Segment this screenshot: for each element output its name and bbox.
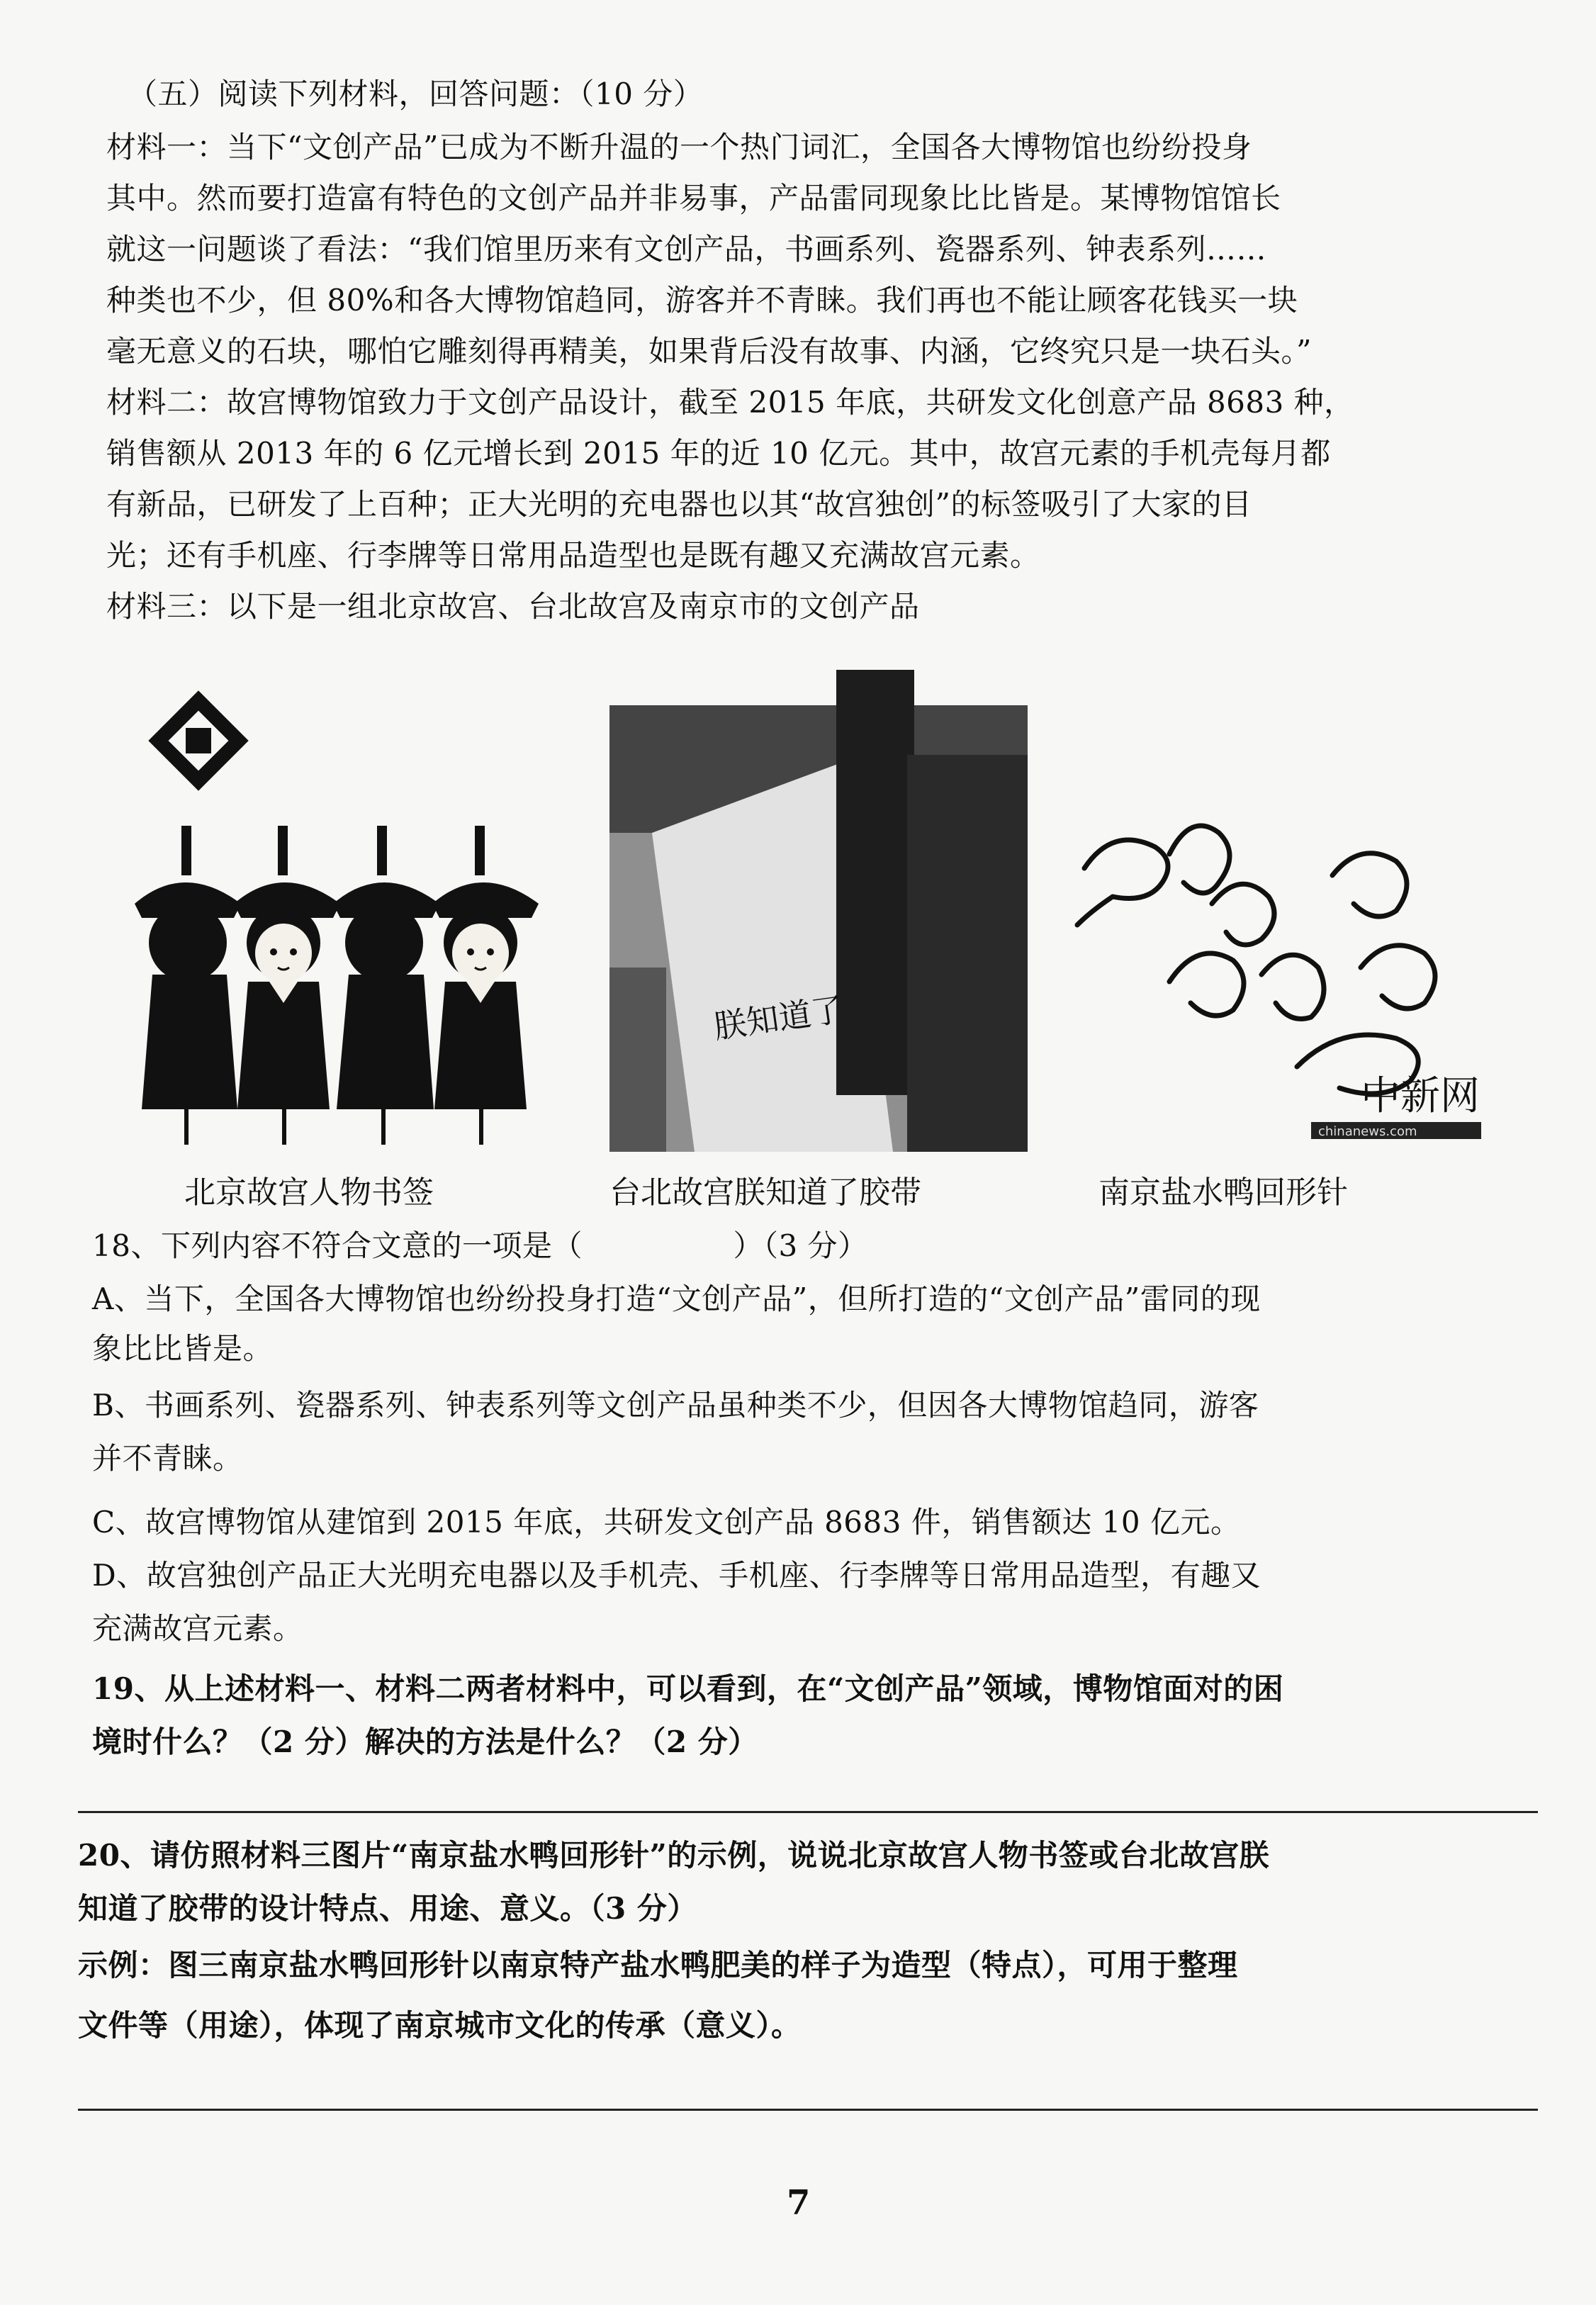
question-18-stem: 18、下列内容不符合文意的一项是（ ）（3 分） bbox=[92, 1228, 868, 1263]
q18-option-line: D、故宫独创产品正大光明充电器以及手机壳、手机座、行李牌等日常用品造型，有趣又 bbox=[92, 1558, 1261, 1593]
tape-text: 朕知道了 bbox=[712, 989, 846, 1046]
question-20-example-line: 示例：图三南京盐水鸭回形针以南京特产盐水鸭肥美的样子为造型（特点），可用于整理 bbox=[78, 1948, 1238, 1982]
q18-option-line: C、故宫博物馆从建馆到 2015 年底，共研发文创产品 8683 件，销售额达 10 亿元。 bbox=[92, 1505, 1241, 1540]
question-19-line: 19、从上述材料一、材料二两者材料中，可以看到，在“文创产品”领域，博物馆面对的困 bbox=[92, 1671, 1284, 1706]
material-line: 销售额从 2013 年的 6 亿元增长到 2015 年的近 10 亿元。其中，故宫元素的手机壳每月都 bbox=[106, 436, 1331, 471]
material-line: 材料三：以下是一组北京故宫、台北故宫及南京市的文创产品 bbox=[106, 589, 920, 624]
watermark-text: 中新网 bbox=[1361, 1073, 1480, 1119]
section-header: （五）阅读下列材料，回答问题：（10 分） bbox=[128, 77, 704, 111]
question-20-line: 知道了胶带的设计特点、用途、意义。（3 分） bbox=[78, 1891, 697, 1926]
q18-option-line: B、书画系列、瓷器系列、钟表系列等文创产品虽种类不少，但因各大博物馆趋同，游客 bbox=[92, 1388, 1259, 1423]
q18-option-line: 象比比皆是。 bbox=[92, 1331, 274, 1366]
tape-photo-image bbox=[609, 670, 1070, 1152]
q18-option-line: 充满故宫元素。 bbox=[92, 1611, 303, 1646]
material-line: 毫无意义的石块，哪怕它雕刻得再精美，如果背后没有故事、内涵，它终究只是一块石头。” bbox=[106, 334, 1312, 369]
page-number: 7 bbox=[787, 2183, 811, 2223]
material-line: 材料一：当下“文创产品”已成为不断升温的一个热门词汇，全国各大博物馆也纷纷投身 bbox=[106, 130, 1252, 164]
material-line: 其中。然而要打造富有特色的文创产品并非易事，产品雷同现象比比皆是。某博物馆馆长 bbox=[106, 181, 1281, 215]
material-line: 就这一问题谈了看法：“我们馆里历来有文创产品，书画系列、瓷器系列、钟表系列…… bbox=[106, 232, 1266, 267]
figure-caption: 南京盐水鸭回形针 bbox=[1098, 1174, 1348, 1211]
q18-option-line: A、当下，全国各大博物馆也纷纷投身打造“文创产品”，但所打造的“文创产品”雷同的现 bbox=[92, 1282, 1261, 1316]
material-line: 光；还有手机座、行李牌等日常用品造型也是既有趣又充满故宫元素。 bbox=[106, 538, 1040, 573]
duck-clips-image bbox=[1028, 670, 1488, 1152]
watermark-subtext: chinanews.com bbox=[1318, 1124, 1417, 1139]
q18-option-line: 并不青睐。 bbox=[92, 1441, 243, 1476]
question-20-example-line: 文件等（用途），体现了南京城市文化的传承（意义）。 bbox=[78, 2008, 802, 2043]
question-20-line: 20、请仿照材料三图片“南京盐水鸭回形针”的示例，说说北京故宫人物书签或台北故宫朕 bbox=[78, 1838, 1270, 1873]
answer-line bbox=[78, 1811, 1538, 1813]
answer-line bbox=[78, 2109, 1538, 2111]
material-line: 材料二：故宫博物馆致力于文创产品设计，截至 2015 年底，共研发文化创意产品 8683 种， bbox=[106, 385, 1354, 420]
bookmark-figures-image bbox=[120, 670, 574, 1152]
material-line: 种类也不少，但 80%和各大博物馆趋同，游客并不青睐。我们再也不能让顾客花钱买一块 bbox=[106, 283, 1298, 318]
question-19-line: 境时什么？（2 分）解决的方法是什么？（2 分） bbox=[92, 1724, 758, 1759]
figure-caption: 台北故宫朕知道了胶带 bbox=[609, 1174, 921, 1211]
figure-caption: 北京故宫人物书签 bbox=[184, 1174, 434, 1211]
material-line: 有新品，已研发了上百种；正大光明的充电器也以其“故宫独创”的标签吸引了大家的目 bbox=[106, 487, 1252, 522]
